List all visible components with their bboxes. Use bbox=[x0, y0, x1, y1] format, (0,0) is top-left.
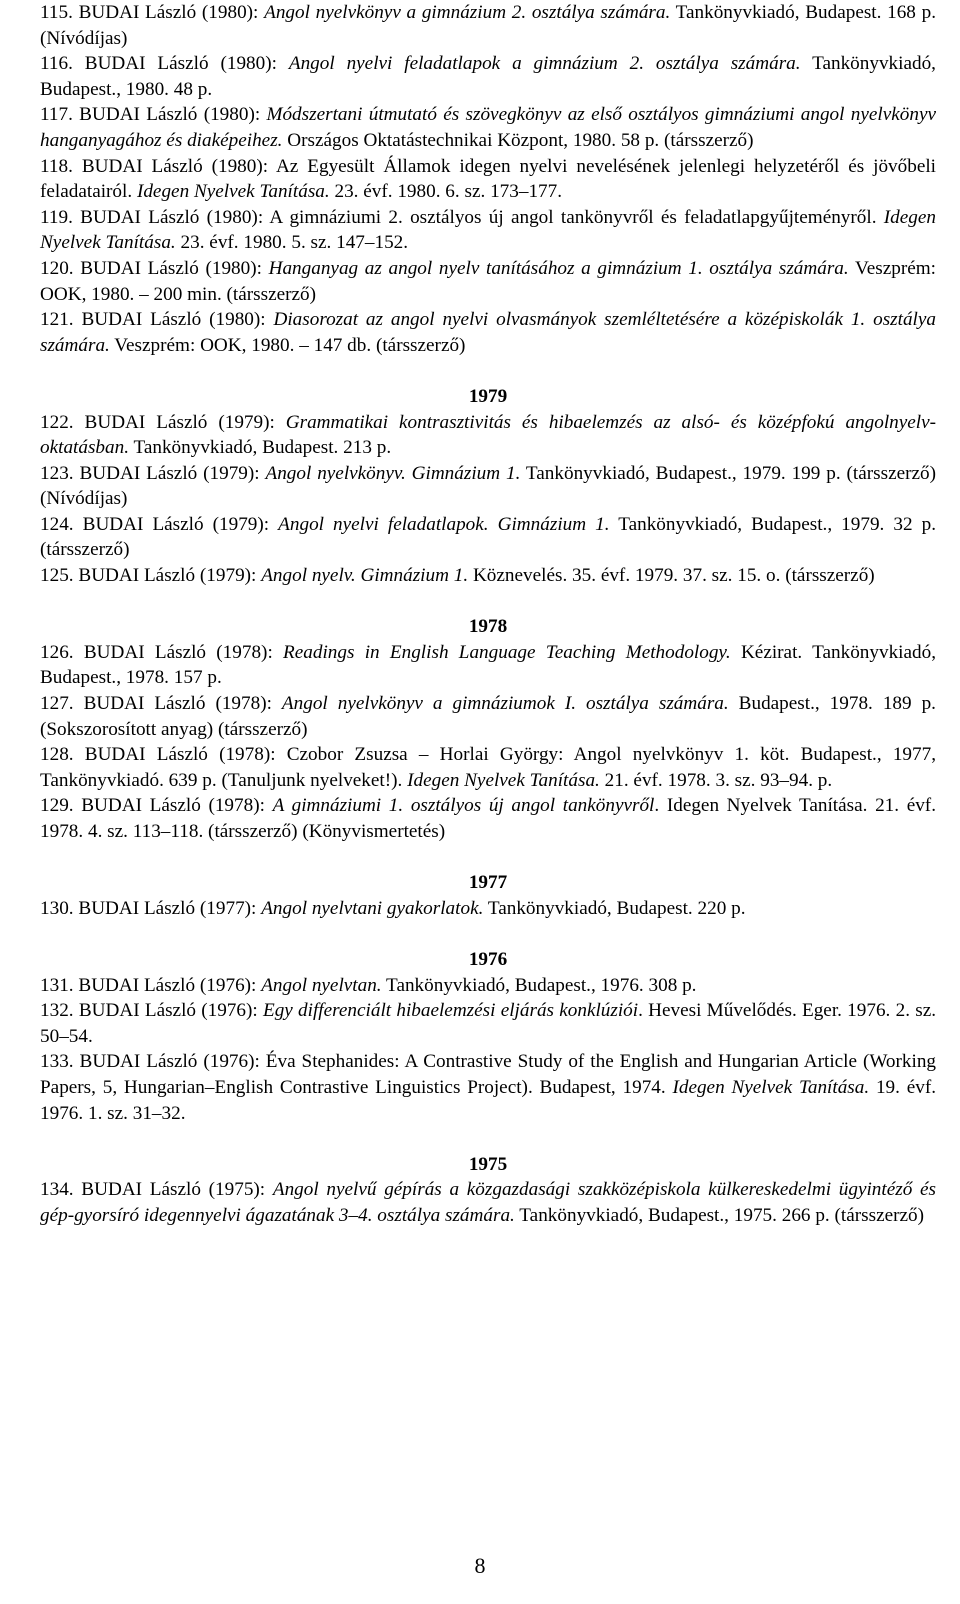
entry-segment: László (1978): bbox=[142, 795, 273, 817]
entry-segment: B bbox=[79, 1051, 93, 1073]
entry-segment: László (1977): bbox=[139, 897, 262, 919]
entry-segment: Köznevelés. 35. évf. 1979. 37. sz. 15. o. (társszerző) bbox=[468, 565, 875, 587]
author-smallcaps: UDAI bbox=[97, 744, 146, 766]
entry-segment: Tankönyvkiadó, Budapest., 1979. 32 p. (társszerző) bbox=[40, 513, 937, 561]
entry-segment: B bbox=[78, 897, 92, 919]
entry-segment: László (1978): Czobor Zsuzsa – Horlai György: Angol nyelvkönyv 1. köt. Budapest., 1977, Tankönyvkiadó. 639 p. (Tanuljunk nyelveket!). bbox=[40, 744, 936, 791]
entry-segment: László (1975): bbox=[142, 1179, 273, 1201]
entry-number-spacer bbox=[73, 53, 85, 74]
entry-segment: B bbox=[84, 53, 98, 75]
italic-title: Diasorozat az angol nyelvi olvasmányok szemléltetésére a középiskolák 1. osztálya számára. bbox=[40, 309, 936, 356]
author-smallcaps: UDAI bbox=[91, 2, 140, 23]
entry-segment: László (1978): bbox=[144, 641, 284, 663]
italic-title: Readings in English Language Teaching Methodology. bbox=[283, 641, 731, 663]
entry-segment: 23. évf. 1980. 5. sz. 147–152. bbox=[175, 232, 409, 254]
entry-number-spacer bbox=[74, 642, 84, 663]
italic-title: A gimnáziumi 1. osztályos új angol tankönyvről bbox=[272, 795, 655, 817]
entry-segment: Budapest., 1978. 189 p. (Sokszorosított anyag) (társszerző) bbox=[40, 693, 936, 740]
entry-segment: 23. évf. 1980. 6. sz. 173–177. bbox=[329, 181, 563, 203]
entry-segment: B bbox=[81, 155, 95, 177]
entry-segment: Országos Oktatástechnikai Központ, 1980. 58 p. (társszerző) bbox=[282, 129, 754, 151]
entry-number: 117. bbox=[40, 104, 73, 126]
entry-segment: . Hevesi Művelődés. Eger. 1976. 2. sz. 50–54. bbox=[40, 1000, 937, 1047]
entry-text bbox=[40, 2, 936, 49]
entry-text bbox=[40, 412, 936, 459]
entry-segment: László (1980): bbox=[141, 257, 269, 279]
author-smallcaps: UDAI bbox=[93, 257, 142, 279]
entry-text bbox=[78, 565, 874, 586]
entry-number: 127. bbox=[40, 693, 74, 715]
entry-text bbox=[40, 642, 936, 689]
entry-segment: László (1979): bbox=[139, 565, 262, 587]
entry-segment: László (1976): Éva Stephanides: A Contrastive Study of the English and Hungarian Article (Working Papers, 5, Hungarian–English Contrastive Linguistics Project). Budapest, 1974. bbox=[40, 1051, 937, 1098]
bibliography-entry bbox=[40, 51, 936, 102]
italic-title: Módszertani útmutató és szövegkönyv az első osztályos gimnáziumi angol nyelvkönyv hanganyagához és diaképeihez. bbox=[40, 104, 936, 151]
italic-title: Idegen Nyelvek Tanítása. bbox=[40, 206, 937, 254]
entry-text bbox=[40, 258, 936, 305]
section-gap bbox=[40, 589, 936, 615]
author-smallcaps: UDAI bbox=[97, 411, 146, 433]
entry-segment: B bbox=[78, 565, 92, 587]
bibliography-entry bbox=[40, 512, 936, 563]
author-smallcaps: UDAI bbox=[94, 309, 143, 331]
bibliography-entry bbox=[40, 998, 936, 1049]
entry-number: 126. bbox=[40, 641, 74, 663]
entry-number: 125. bbox=[40, 565, 74, 587]
entry-segment: Kézirat. Tankönyvkiadó, Budapest., 1978. 157 p. bbox=[40, 641, 936, 689]
entry-segment: László (1980): bbox=[142, 309, 274, 331]
italic-title: Angol nyelvkönyv a gimnáziumok I. osztálya számára. bbox=[281, 693, 729, 715]
author-smallcaps: UDAI bbox=[96, 641, 145, 663]
entry-segment: B bbox=[81, 1179, 95, 1201]
italic-title: Angol nyelvtani gyakorlatok. bbox=[261, 897, 484, 919]
year-heading: 1975 bbox=[468, 1153, 508, 1175]
italic-title: Hanganyag az angol nyelv tanításához a gimnázium 1. osztálya számára. bbox=[268, 257, 849, 279]
author-smallcaps: UDAI bbox=[96, 693, 145, 715]
entry-segment: B bbox=[78, 974, 92, 996]
entry-text bbox=[40, 53, 936, 100]
entry-segment: B bbox=[84, 744, 98, 766]
author-smallcaps: UDAI bbox=[91, 104, 140, 126]
bibliography-entry bbox=[40, 793, 936, 844]
entry-segment: B bbox=[81, 795, 95, 817]
entry-number-spacer bbox=[74, 693, 84, 714]
entry-number: 133. bbox=[40, 1051, 74, 1073]
entry-text bbox=[78, 975, 696, 996]
bibliography-entry bbox=[40, 563, 936, 589]
bibliography-entry bbox=[40, 205, 936, 256]
entry-segment: Veszprém: OOK, 1980. – 147 db. (társszerző) bbox=[109, 334, 466, 356]
entry-segment: László (1980): bbox=[139, 104, 267, 126]
italic-title: Idegen Nyelvek Tanítása. bbox=[672, 1076, 870, 1098]
bibliography-entry bbox=[40, 691, 936, 742]
bibliography-entry bbox=[40, 896, 936, 922]
entry-segment: B bbox=[81, 309, 95, 331]
italic-title: Angol nyelvi feladatlapok. Gimnázium 1. bbox=[278, 513, 610, 535]
year-heading: 1979 bbox=[468, 385, 508, 407]
entry-text bbox=[40, 795, 936, 842]
entry-segment: B bbox=[82, 513, 96, 535]
author-smallcaps: UDAI bbox=[94, 155, 143, 177]
entry-segment: László (1979): bbox=[140, 462, 266, 484]
entry-text bbox=[40, 309, 936, 356]
italic-title: Idegen Nyelvek Tanítása. bbox=[407, 769, 600, 791]
author-smallcaps: UDAI bbox=[97, 53, 146, 75]
entry-segment: B bbox=[78, 1000, 92, 1022]
italic-title: Idegen Nyelvek Tanítása. bbox=[136, 181, 330, 203]
entry-segment: Tankönyvkiadó, Budapest. 168 p. (Nívódíjas) bbox=[40, 2, 936, 49]
entry-number: 130. bbox=[40, 897, 74, 919]
author-smallcaps: UDAI bbox=[92, 206, 141, 228]
entry-segment: . Idegen Nyelvek Tanítása. 21. évf. 1978. 4. sz. 113–118. (társszerző) (Könyvismertetés) bbox=[40, 795, 936, 842]
entry-segment: B bbox=[79, 104, 92, 126]
section-gap bbox=[40, 358, 936, 384]
entry-number: 118. bbox=[40, 155, 73, 177]
entry-text bbox=[40, 1000, 936, 1047]
entry-number: 116. bbox=[40, 53, 73, 75]
entry-number-spacer bbox=[74, 412, 85, 433]
bibliography-entry bbox=[40, 973, 936, 999]
author-smallcaps: UDAI bbox=[91, 897, 140, 919]
italic-title: Angol nyelvkönyv a gimnázium 2. osztálya számára. bbox=[264, 2, 671, 23]
bibliography-entry bbox=[40, 640, 936, 691]
entry-segment: Tankönyvkiadó, Budapest., 1975. 266 p. (társszerző) bbox=[514, 1204, 924, 1226]
entry-number: 115. bbox=[40, 2, 73, 23]
bibliography-entry bbox=[40, 307, 936, 358]
bibliography-entry bbox=[40, 0, 936, 51]
entry-segment: Veszprém: OOK, 1980. – 200 min. (társszerző) bbox=[40, 257, 936, 305]
entry-number: 131. bbox=[40, 974, 74, 996]
entry-segment: Tankönyvkiadó, Budapest., 1979. 199 p. (társszerző) (Nívódíjas) bbox=[40, 462, 936, 510]
entry-segment: László (1980): Az Egyesült Államok idegen nyelvi nevelésének jelenlegi helyzetéről és jövőbeli feladatairól. bbox=[40, 155, 936, 203]
entry-number-spacer bbox=[73, 156, 82, 177]
bibliography-entry bbox=[40, 410, 936, 461]
entry-text bbox=[40, 156, 936, 203]
entry-segment: 19. évf. 1976. 1. sz. 31–32. bbox=[40, 1076, 937, 1124]
entry-segment: Tankönyvkiadó, Budapest., 1976. 308 p. bbox=[381, 974, 697, 996]
author-smallcaps: UDAI bbox=[94, 795, 143, 817]
section-gap bbox=[40, 1126, 936, 1152]
entry-segment: Tankönyvkiadó, Budapest., 1980. 48 p. bbox=[40, 53, 936, 100]
entry-segment: László (1976): bbox=[139, 974, 262, 996]
italic-title: Egy differenciált hibaelemzési eljárás konklúziói bbox=[262, 1000, 639, 1022]
entry-segment: László (1980): bbox=[145, 53, 289, 75]
entry-number: 122. bbox=[40, 411, 74, 433]
entry-segment: László (1976): bbox=[139, 1000, 263, 1022]
bibliography-entry bbox=[40, 154, 936, 205]
entry-number: 123. bbox=[40, 462, 74, 484]
section-gap bbox=[40, 921, 936, 947]
entry-text bbox=[40, 744, 936, 791]
entry-segment: B bbox=[83, 641, 97, 663]
author-smallcaps: UDAI bbox=[91, 974, 140, 996]
section-gap bbox=[40, 845, 936, 871]
author-smallcaps: UDAI bbox=[92, 1051, 141, 1073]
author-smallcaps: UDAI bbox=[91, 1000, 140, 1022]
author-smallcaps: UDAI bbox=[94, 1179, 143, 1201]
entry-number: 134. bbox=[40, 1179, 74, 1201]
entry-number: 119. bbox=[40, 206, 73, 228]
bibliography-entry bbox=[40, 256, 936, 307]
entry-text bbox=[78, 898, 745, 919]
entry-segment: 21. évf. 1978. 3. sz. 93–94. p. bbox=[599, 769, 833, 791]
bibliography-entry bbox=[40, 461, 936, 512]
italic-title: Grammatikai kontrasztivitás és hibaelemzés az alsó- és középfokú angolnyelv-oktatásban. bbox=[40, 411, 937, 459]
bibliography-entry bbox=[40, 1049, 936, 1126]
entry-segment: László (1980): bbox=[139, 2, 265, 23]
bibliography-entry bbox=[40, 102, 936, 153]
year-heading: 1976 bbox=[468, 948, 508, 970]
entry-segment: László (1979): bbox=[145, 411, 286, 433]
italic-title: Angol nyelvű gépírás a közgazdasági szakközépiskola külkereskedelmi ügyintéző és gép-gyorsíró idegennyelvi ágazatának 3–4. osztálya számára. bbox=[40, 1179, 936, 1226]
entry-number-spacer bbox=[74, 514, 83, 535]
entry-segment: B bbox=[80, 257, 94, 279]
entry-segment: B bbox=[79, 462, 93, 484]
year-heading: 1978 bbox=[468, 616, 508, 638]
entry-text bbox=[40, 1051, 936, 1123]
italic-title: Angol nyelvtan. bbox=[261, 974, 382, 996]
entry-segment: B bbox=[78, 2, 92, 23]
entry-text bbox=[40, 104, 936, 151]
page-number: 8 bbox=[474, 1553, 486, 1578]
entry-segment: B bbox=[80, 206, 93, 228]
italic-title: Angol nyelvi feladatlapok a gimnázium 2. osztálya számára. bbox=[288, 53, 801, 75]
entry-segment: Tankönyvkiadó, Budapest. 220 p. bbox=[483, 897, 746, 919]
entry-number: 128. bbox=[40, 744, 74, 766]
entry-text bbox=[40, 207, 936, 254]
author-smallcaps: UDAI bbox=[91, 565, 140, 587]
bibliography-entry bbox=[40, 1177, 936, 1228]
entry-segment: B bbox=[84, 411, 98, 433]
entry-number: 124. bbox=[40, 513, 74, 535]
entry-number: 121. bbox=[40, 309, 74, 331]
italic-title: Angol nyelv. Gimnázium 1. bbox=[261, 565, 469, 587]
entry-segment: László (1978): bbox=[144, 693, 282, 715]
entry-number-spacer bbox=[74, 744, 85, 765]
entry-segment: László (1980): A gimnáziumi 2. osztályos új angol tankönyvről és feladatlapgyűjteményről. bbox=[140, 206, 884, 228]
entry-text bbox=[40, 463, 936, 510]
entry-segment: László (1979): bbox=[143, 513, 279, 535]
year-heading: 1977 bbox=[468, 872, 508, 894]
bibliography-entry bbox=[40, 742, 936, 793]
entry-segment: B bbox=[83, 693, 97, 715]
italic-title: Angol nyelvkönyv. Gimnázium 1. bbox=[265, 462, 521, 484]
bibliography-list bbox=[40, 0, 936, 1229]
entry-number: 120. bbox=[40, 257, 74, 279]
entry-number: 132. bbox=[40, 1000, 74, 1022]
entry-number: 129. bbox=[40, 795, 74, 817]
author-smallcaps: UDAI bbox=[92, 462, 141, 484]
author-smallcaps: UDAI bbox=[95, 513, 144, 535]
entry-segment: Tankönyvkiadó, Budapest. 213 p. bbox=[129, 437, 392, 459]
entry-text bbox=[40, 514, 936, 561]
entry-text bbox=[40, 1179, 936, 1226]
entry-text bbox=[40, 693, 936, 740]
